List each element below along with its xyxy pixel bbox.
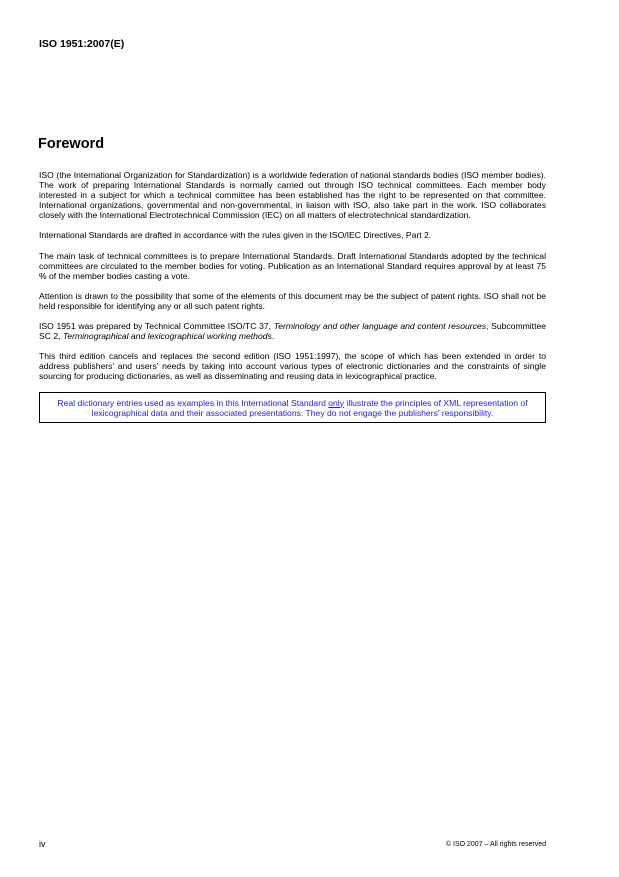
publisher-notice-box: [39, 392, 546, 423]
prepared-by-text-3: .: [271, 331, 275, 342]
prepared-by-text-1: ISO 1951 was prepared by Technical Committee ISO/TC 37,: [39, 321, 274, 332]
page-title: Foreword: [38, 136, 105, 152]
committee-title: Terminology and other language and content resources: [273, 321, 486, 332]
paragraph-iso-intro: ISO (the International Organization for Standardization) is a worldwide federation of national standards bodies (ISO member bodies). The work of preparing International Standards is normally carried out through ISO technical committees. Each member body interested in a subject for which a technical committee has been established has the right to be represented on that committee. International organizations, governmental and non-governmental, in liaison with ISO, also take part in the work. ISO collaborates closely with the International Electrotechnical Commission (IEC) on all matters of electrotechnical standardization.: [39, 170, 546, 221]
paragraph-prepared-by: [39, 321, 546, 341]
notice-underlined-word: only: [328, 397, 345, 408]
paragraph-committees: The main task of technical committees is to prepare International Standards. Draft International Standards adopted by the technical committees are circulated to the member bodies for voting. Publication as an International Standard requires approval by at least 75 % of the member bodies casting a vote.: [39, 250, 546, 281]
prepared-by-text-2: , Subcommittee SC 2,: [39, 321, 547, 342]
paragraph-edition: This third edition cancels and replaces the second edition (ISO 1951:1997), the scope of which has been extended in order to address publishers' and users' needs by taking into account various types of electronic dictionaries and the constraints of single sourcing for producing dictionaries, as well as disseminating and reusing data in lexicographical practice.: [39, 351, 546, 382]
copyright-notice: © ISO 2007 – All rights reserved: [445, 841, 546, 848]
page-number: iv: [39, 839, 46, 849]
paragraph-directives: International Standards are drafted in accordance with the rules given in the ISO/IEC Directives, Part 2.: [39, 230, 432, 241]
notice-text-2: illustrate the principles of XML representation of lexicographical data and their associated presentations. They do not engage the publishers' responsibility.: [91, 397, 528, 418]
document-id-header: ISO 1951:2007(E): [39, 38, 125, 50]
paragraph-patent-rights: Attention is drawn to the possibility that some of the elements of this document may be the subject of patent rights. ISO shall not be held responsible for identifying any or all such patent rights.: [39, 290, 546, 311]
notice-text-1: Real dictionary entries used as examples in this International Standard: [57, 397, 329, 408]
subcommittee-title: Terminographical and lexicographical working methods: [62, 331, 272, 342]
foreword-body: [39, 170, 546, 423]
